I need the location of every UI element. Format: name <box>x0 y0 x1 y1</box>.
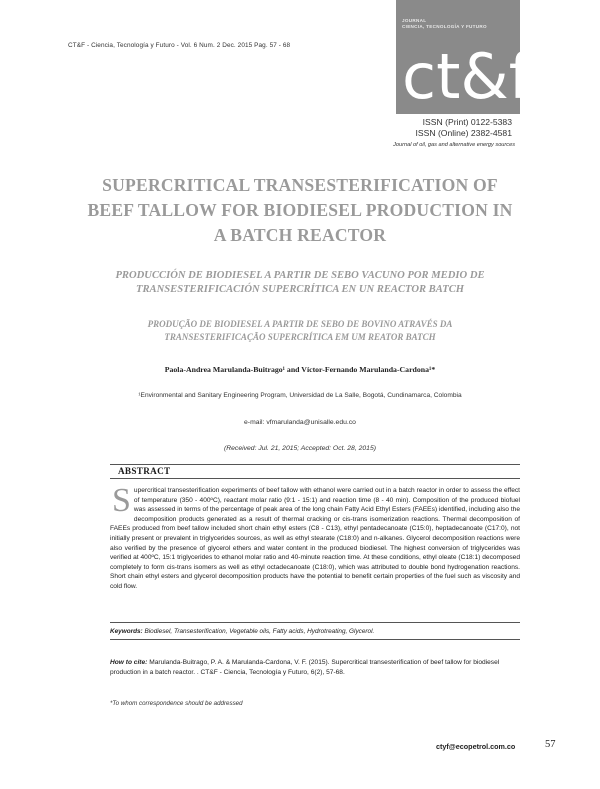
journal-subtitle: Journal of oil, gas and alternative energy sources <box>393 142 515 148</box>
how-to-cite-text: Marulanda-Buitrago, P. A. & Marulanda-Cardona, V. F. (2015). Supercritical transesterification of beef tallow for biodiesel production in a batch reactor. . CT&F - Ciencia, Tecnología y Futuro, 6(2), 57-68. <box>110 659 500 676</box>
page-number: 57 <box>545 739 556 750</box>
keywords-label: Keywords: <box>110 628 143 635</box>
title-english: SUPERCRITICAL TRANSESTERIFICATION OF BEEF TALLOW FOR BIODIESEL PRODUCTION IN A BATCH REACTOR <box>87 175 513 245</box>
how-to-cite-label: How to cite: <box>110 659 148 666</box>
received-accepted-dates: (Received: Jul. 21, 2015; Accepted: Oct. 28, 2015) <box>223 445 376 452</box>
ctf-logo-icon <box>400 22 531 113</box>
footer-email: ctyf@ecopetrol.com.co <box>436 742 516 751</box>
keywords-value: Biodiesel, Transesterification, Vegetable oils, Fatty acids, Hydrotreating, Glycerol. <box>144 628 375 635</box>
keywords-rule <box>110 622 520 623</box>
author-list: Paola-Andrea Marulanda-Buitrago¹ and Víctor-Fernando Marulanda-Cardona¹* <box>164 365 436 374</box>
affiliation: ¹Environmental and Sanitary Engineering Program, Universidad de La Salle, Bogotá, Cundinamarca, Colombia <box>138 392 462 399</box>
running-header-citation: CT&F - Ciencia, Tecnología y Futuro - Vol. 6 Num. 2 Dec. 2015 Pag. 57 - 68 <box>68 42 291 49</box>
abstract-body <box>110 482 520 592</box>
issn-online: ISSN (Online) 2382-4581 <box>415 128 512 138</box>
logo-mark-text: ct&f <box>402 40 531 113</box>
title-spanish: PRODUCCIÓN DE BIODIESEL A PARTIR DE SEBO VACUNO POR MEDIO DE TRANSESTERIFICACIÓN SUPERCRÍTICA EN UN REACTOR BATCH <box>115 270 485 295</box>
logo-journal-text: JOURNAL CIENCIA, TECNOLOGÍA Y FUTURO <box>402 18 487 29</box>
keywords <box>110 628 520 635</box>
issn-block <box>416 117 513 139</box>
how-to-cite <box>110 658 520 678</box>
abstract-top-rule <box>110 464 520 465</box>
abstract-heading-rule <box>110 478 520 479</box>
contact-email: e-mail: vfmarulanda@unisalle.edu.co <box>244 419 356 426</box>
issn-print: ISSN (Print) 0122-5383 <box>422 117 512 127</box>
correspondence-note: *To whom correspondence should be addressed <box>110 700 243 707</box>
abstract-heading: ABSTRACT <box>118 466 171 476</box>
keywords-bottom-rule <box>110 639 520 640</box>
title-portuguese: PRODUÇÃO DE BIODIESEL A PARTIR DE SEBO DE BOVINO ATRAVÉS DA TRANSESTERIFICAÇÃO SUPERCRÍTICA EM UM REATOR BATCH <box>147 319 453 342</box>
abstract-dropcap: S <box>112 482 131 519</box>
journal-logo <box>396 0 531 114</box>
abstract-text: upercritical transesterification experiments of beef tallow with ethanol were carried out in a batch reactor in order to assess the effect of temperature (350 - 400ºC), reactant molar ratio (9:1 - 15:1) and reaction time (8 - 40 min). Composition of the produced biofuel was assessed in terms of the percentage of peak area of the long chain Fatty Acid Ethyl Esters (FAEEs) identified, including also the decomposition products generated as a result of thermal cracking or cis-trans isomerization reactions. Thermal decomposition of FAEEs produced from beef tallow included short chain ethyl esters (C8 - C13), ethyl pentadecanoate (C15:0), heptadecanoate (C17:0), not initially present or prevalent in triglycerides sources, as well as ethyl stearate (C18:0) and n-alkanes. Glycerol decomposition reactions were also verified by the presence of glycerol ethers and water content in the produced biodiesel. The highest conversion of triglycerides was verified at 400ºC, 15:1 triglycerides to ethanol molar ratio and 40-minute reaction time. At these conditions, ethyl oleate (C18:1) decomposed completely to form cis-trans isomers as well as ethyl octadecanoate (C18:0), which was attributed to double bond hydrogenation reactions. Short chain ethyl esters and glycerol decomposition products have the potential to benefit certain properties of the fuel such as viscosity and cold flow. <box>110 487 520 590</box>
